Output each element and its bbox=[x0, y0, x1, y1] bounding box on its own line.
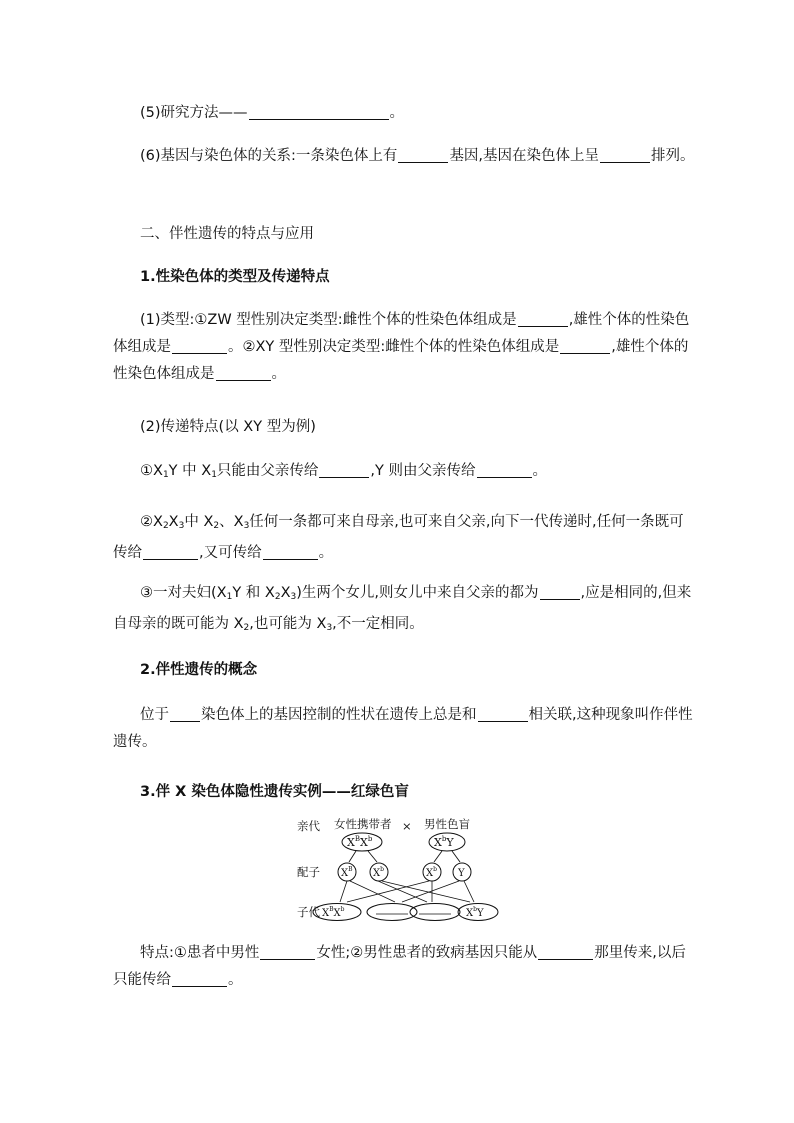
inheritance-diagram bbox=[292, 814, 507, 924]
fill-blank[interactable] bbox=[319, 462, 369, 478]
genotype-male: $X^bY$ bbox=[434, 835, 454, 849]
fill-blank[interactable] bbox=[478, 706, 528, 722]
t3-e: ,应是相同的,但来自母亲的既可能为 X bbox=[113, 585, 692, 632]
gamete-Xb-male: $X^b$ bbox=[426, 866, 437, 879]
types-paragraph bbox=[113, 307, 693, 388]
feature-paragraph bbox=[113, 940, 693, 994]
transmission-3 bbox=[113, 580, 693, 642]
t1-b-sub: 1 bbox=[211, 470, 217, 480]
t2-d: 、X bbox=[219, 514, 244, 530]
row-label-gamete: 配子 bbox=[297, 865, 320, 879]
t1-a-sub: 1 bbox=[162, 470, 169, 480]
offspring-1-genotype: $X^BX^b$ bbox=[322, 906, 345, 919]
female-carrier-label: 女性携带者 bbox=[334, 817, 392, 831]
genotype-female: $X^BX^b$ bbox=[347, 835, 373, 849]
fill-blank[interactable] bbox=[170, 706, 200, 722]
fill-blank[interactable] bbox=[263, 544, 318, 560]
item-6-text: (6)基因与染色体的关系:一条染色体上有 bbox=[140, 148, 398, 164]
row-label-offspring: 子代 bbox=[297, 905, 320, 919]
gamete-Y: Y bbox=[458, 868, 465, 879]
transmission-title: (2)传递特点(以 XY 型为例) bbox=[140, 419, 316, 435]
concept-c: 相关联,这种现象叫作伴性遗传。 bbox=[113, 707, 693, 750]
t2-b: X bbox=[168, 514, 179, 530]
t1-c: 只能由父亲传给 bbox=[216, 463, 319, 479]
fill-blank[interactable] bbox=[477, 462, 532, 478]
t2-a-sub: 2 bbox=[162, 521, 169, 531]
t2-d-sub: 3 bbox=[243, 521, 250, 531]
t2-e: 任何一条都可来自母亲,也可来自父亲,向下一代传递时,任何一条既可传给 bbox=[113, 514, 684, 561]
fill-blank[interactable] bbox=[398, 147, 448, 163]
t2-b-sub: 3 bbox=[178, 521, 185, 531]
fill-blank[interactable] bbox=[560, 338, 610, 354]
concept-paragraph bbox=[113, 702, 693, 756]
cross-symbol: × bbox=[402, 819, 412, 833]
fill-blank[interactable] bbox=[518, 311, 568, 327]
subsection-3-title: 3.伴 X 染色体隐性遗传实例——红绿色盲 bbox=[140, 784, 409, 800]
transmission-1 bbox=[140, 458, 685, 489]
fill-blank[interactable] bbox=[600, 147, 650, 163]
types-text-b: ,雄性个体的性染色体组成是 bbox=[113, 312, 690, 355]
t3-b: Y 和 X bbox=[232, 585, 275, 601]
fill-blank[interactable] bbox=[249, 104, 389, 120]
offspring-4-genotype: $X^bY$ bbox=[466, 906, 484, 919]
item-5-text: (5)研究方法—— bbox=[140, 105, 248, 121]
gamete-XB: $X^B$ bbox=[341, 866, 353, 879]
item-6 bbox=[140, 143, 720, 170]
t3-d: )生两个女儿,则女儿中来自父亲的都为 bbox=[296, 585, 539, 601]
item-6-mid: 基因,基因在染色体上呈 bbox=[449, 148, 600, 164]
male-colorblind-label: 男性色盲 bbox=[424, 817, 470, 831]
t3-a-sub: 1 bbox=[226, 592, 233, 602]
fill-blank[interactable] bbox=[216, 365, 271, 381]
t3-b-sub: 2 bbox=[274, 592, 281, 602]
t2-f: ,又可传给 bbox=[199, 545, 262, 561]
t1-b: Y 中 X bbox=[168, 463, 212, 479]
item-5-end: 。 bbox=[389, 105, 405, 121]
concept-a: 位于 bbox=[140, 707, 169, 723]
concept-b: 染色体上的基因控制的性状在遗传上总是和 bbox=[201, 707, 477, 723]
t1-e: 。 bbox=[532, 463, 547, 479]
fill-blank[interactable] bbox=[172, 971, 227, 987]
types-text-e: 。 bbox=[271, 366, 286, 382]
t3-f-sub: 3 bbox=[326, 623, 333, 633]
item-5 bbox=[140, 100, 685, 127]
subsection-2-title: 2.伴性遗传的概念 bbox=[140, 662, 258, 678]
t2-c: 中 X bbox=[184, 514, 214, 530]
t3-c-sub: 3 bbox=[290, 592, 297, 602]
fill-blank[interactable] bbox=[143, 544, 198, 560]
t3-g: ,不一定相同。 bbox=[332, 616, 424, 632]
t3-f: ,也可能为 X bbox=[249, 616, 327, 632]
t2-a: ②X bbox=[140, 514, 163, 530]
subsection-1-title: 1.性染色体的类型及传递特点 bbox=[140, 269, 330, 285]
t1-d: ,Y 则由父亲传给 bbox=[370, 463, 476, 479]
t2-g: 。 bbox=[318, 545, 334, 561]
parent-gamete-arrows bbox=[349, 851, 460, 862]
section-2-title: 二、伴性遗传的特点与应用 bbox=[140, 226, 314, 242]
gamete-Xb: $X^b$ bbox=[373, 866, 384, 879]
feature-a: 特点:①患者中男性 bbox=[140, 945, 260, 961]
t1-a: ①X bbox=[140, 463, 163, 479]
feature-d: 。 bbox=[228, 972, 243, 988]
t3-c: X bbox=[280, 585, 291, 601]
row-label-parent: 亲代 bbox=[297, 819, 320, 833]
feature-c: 那里传来,以后只能传给 bbox=[113, 945, 686, 988]
types-text-d: ,雄性个体的性染色体组成是 bbox=[113, 339, 689, 382]
t3-e-sub: 2 bbox=[243, 623, 250, 633]
types-text-c: 。②XY 型性别决定类型:雌性个体的性染色体组成是 bbox=[228, 339, 560, 355]
fill-blank[interactable] bbox=[540, 584, 580, 600]
gamete-offspring-arrows bbox=[340, 881, 474, 902]
t3-a: ③一对夫妇(X bbox=[140, 585, 227, 601]
t2-c-sub: 2 bbox=[213, 521, 220, 531]
transmission-2 bbox=[113, 509, 693, 567]
item-6-end: 排列。 bbox=[651, 148, 695, 164]
fill-blank[interactable] bbox=[260, 944, 315, 960]
fill-blank[interactable] bbox=[538, 944, 593, 960]
types-text-a: (1)类型:①ZW 型性别决定类型:雌性个体的性染色体组成是 bbox=[140, 312, 517, 328]
fill-blank[interactable] bbox=[172, 338, 227, 354]
feature-b: 女性;②男性患者的致病基因只能从 bbox=[316, 945, 538, 961]
